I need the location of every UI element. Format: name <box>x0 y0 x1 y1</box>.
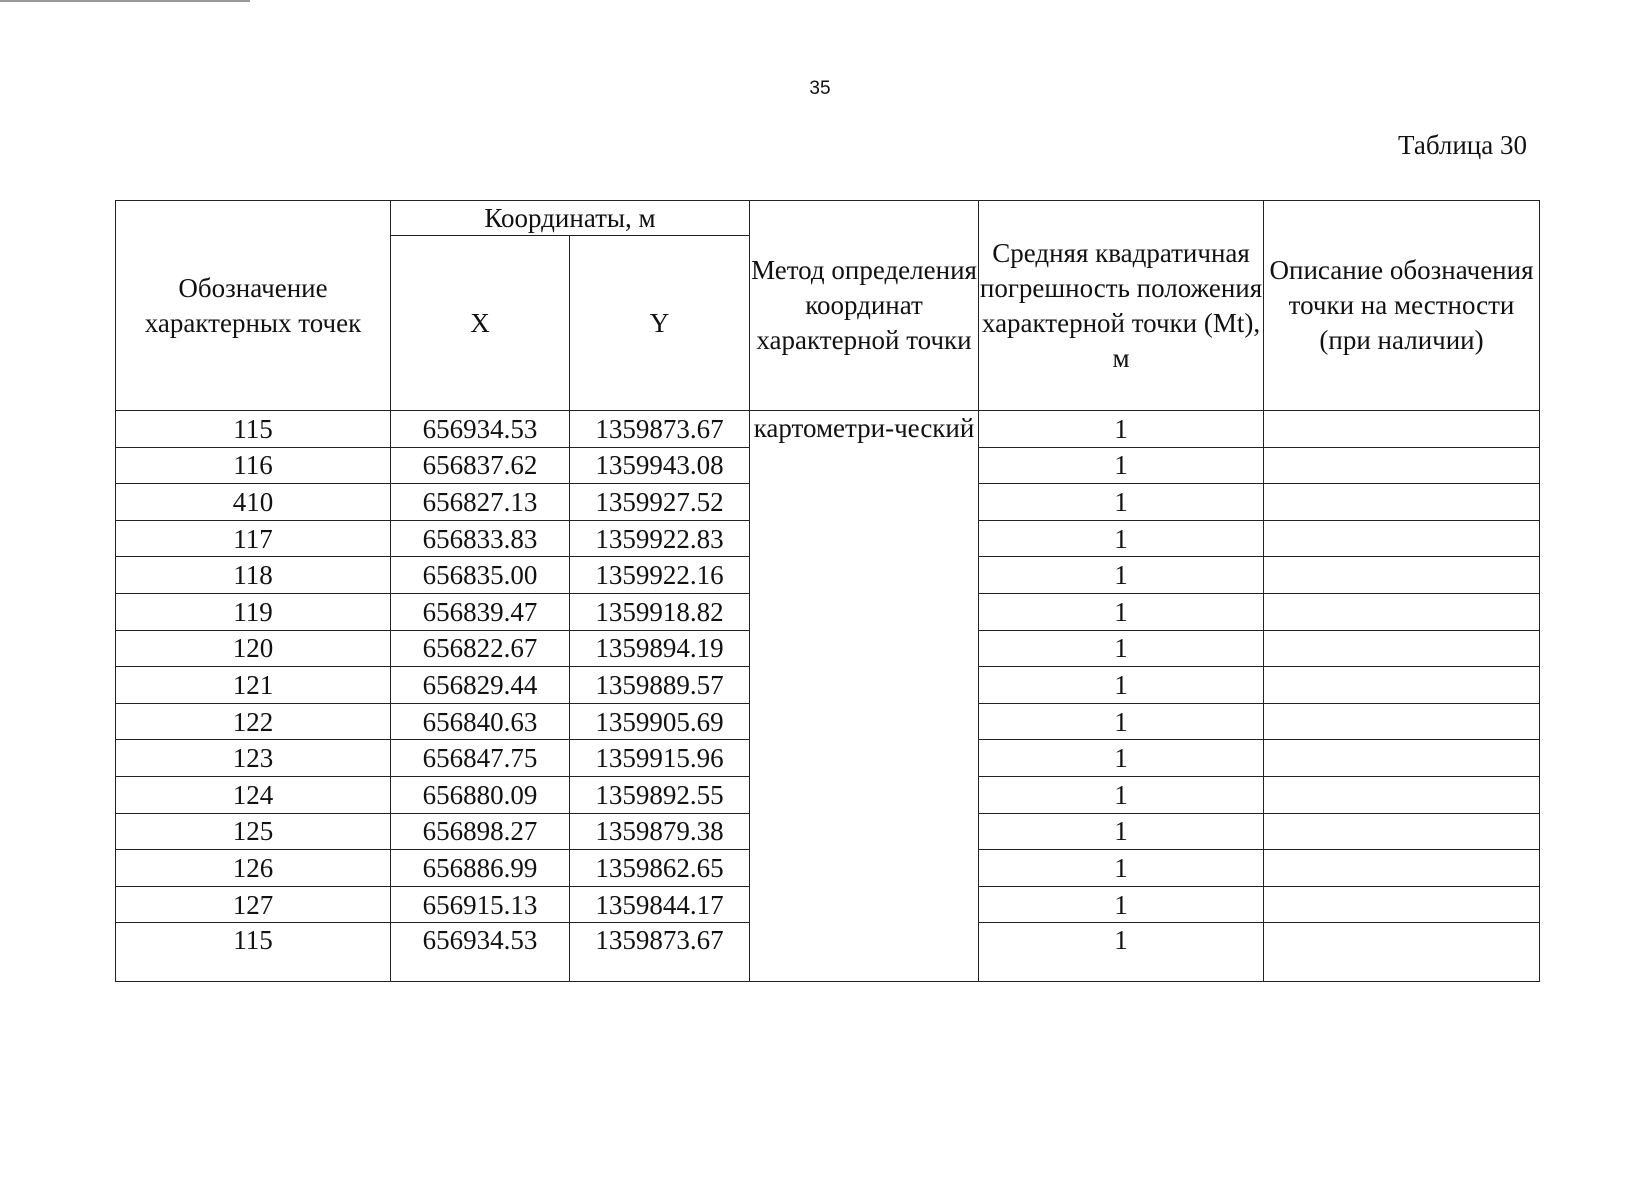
cell-x: 656822.67 <box>391 630 570 667</box>
cell-x: 656898.27 <box>391 813 570 850</box>
cell-x: 656847.75 <box>391 740 570 777</box>
header-method: Метод определения координат характерной точки <box>750 201 979 411</box>
cell-description <box>1264 850 1540 887</box>
cell-mt: 1 <box>979 557 1264 594</box>
cell-point: 115 <box>116 923 391 982</box>
cell-description <box>1264 886 1540 923</box>
cell-mt: 1 <box>979 411 1264 448</box>
header-x: X <box>391 236 570 411</box>
cell-description <box>1264 740 1540 777</box>
cell-description <box>1264 593 1540 630</box>
cell-x: 656829.44 <box>391 667 570 704</box>
cell-mt: 1 <box>979 447 1264 484</box>
cell-y: 1359905.69 <box>570 703 750 740</box>
cell-x: 656934.53 <box>391 923 570 982</box>
cell-y: 1359894.19 <box>570 630 750 667</box>
cell-x: 656827.13 <box>391 484 570 521</box>
cell-mt: 1 <box>979 630 1264 667</box>
cell-x: 656915.13 <box>391 886 570 923</box>
cell-point: 121 <box>116 667 391 704</box>
header-designation: Обозначение характерных точек <box>116 201 391 411</box>
table-row <box>116 411 1540 448</box>
cell-mt: 1 <box>979 667 1264 704</box>
cell-point: 410 <box>116 484 391 521</box>
cell-description <box>1264 520 1540 557</box>
cell-description <box>1264 813 1540 850</box>
cell-y: 1359862.65 <box>570 850 750 887</box>
cell-description <box>1264 411 1540 448</box>
cell-mt: 1 <box>979 776 1264 813</box>
cell-description <box>1264 557 1540 594</box>
cell-y: 1359844.17 <box>570 886 750 923</box>
cell-point: 117 <box>116 520 391 557</box>
cell-mt: 1 <box>979 740 1264 777</box>
header-coordinates-group: Координаты, м <box>391 201 750 236</box>
coordinates-table <box>115 200 1540 982</box>
cell-y: 1359922.83 <box>570 520 750 557</box>
cell-description <box>1264 447 1540 484</box>
cell-description <box>1264 923 1540 982</box>
cell-point: 119 <box>116 593 391 630</box>
cell-description <box>1264 703 1540 740</box>
cell-y: 1359873.67 <box>570 923 750 982</box>
cell-x: 656886.99 <box>391 850 570 887</box>
table-body <box>116 411 1540 982</box>
cell-y: 1359922.16 <box>570 557 750 594</box>
cell-x: 656934.53 <box>391 411 570 448</box>
cell-y: 1359915.96 <box>570 740 750 777</box>
cell-y: 1359943.08 <box>570 447 750 484</box>
cell-x: 656880.09 <box>391 776 570 813</box>
cell-mt: 1 <box>979 886 1264 923</box>
cell-y: 1359889.57 <box>570 667 750 704</box>
cell-mt: 1 <box>979 593 1264 630</box>
cell-x: 656835.00 <box>391 557 570 594</box>
cell-y: 1359873.67 <box>570 411 750 448</box>
scan-edge-line <box>0 0 250 2</box>
header-description: Описание обозначения точки на местности (при наличии) <box>1264 201 1540 411</box>
cell-x: 656833.83 <box>391 520 570 557</box>
cell-point: 125 <box>116 813 391 850</box>
cell-point: 127 <box>116 886 391 923</box>
cell-mt: 1 <box>979 484 1264 521</box>
cell-description <box>1264 484 1540 521</box>
cell-mt: 1 <box>979 703 1264 740</box>
cell-point: 124 <box>116 776 391 813</box>
cell-point: 116 <box>116 447 391 484</box>
cell-description <box>1264 776 1540 813</box>
cell-description <box>1264 630 1540 667</box>
cell-y: 1359918.82 <box>570 593 750 630</box>
cell-point: 120 <box>116 630 391 667</box>
cell-y: 1359927.52 <box>570 484 750 521</box>
cell-x: 656839.47 <box>391 593 570 630</box>
cell-mt: 1 <box>979 923 1264 982</box>
header-error: Средняя квадратичная погрешность положения характерной точки (Mt), м <box>979 201 1264 411</box>
cell-point: 123 <box>116 740 391 777</box>
cell-point: 122 <box>116 703 391 740</box>
cell-x: 656837.62 <box>391 447 570 484</box>
cell-mt: 1 <box>979 813 1264 850</box>
cell-method: картометри-ческий <box>750 411 979 982</box>
header-y: Y <box>570 236 750 411</box>
cell-point: 118 <box>116 557 391 594</box>
cell-description <box>1264 667 1540 704</box>
cell-x: 656840.63 <box>391 703 570 740</box>
cell-point: 115 <box>116 411 391 448</box>
cell-mt: 1 <box>979 520 1264 557</box>
table-caption: Таблица 30 <box>1398 130 1527 160</box>
cell-mt: 1 <box>979 850 1264 887</box>
cell-y: 1359892.55 <box>570 776 750 813</box>
page-number: 35 <box>809 78 831 99</box>
cell-point: 126 <box>116 850 391 887</box>
cell-y: 1359879.38 <box>570 813 750 850</box>
